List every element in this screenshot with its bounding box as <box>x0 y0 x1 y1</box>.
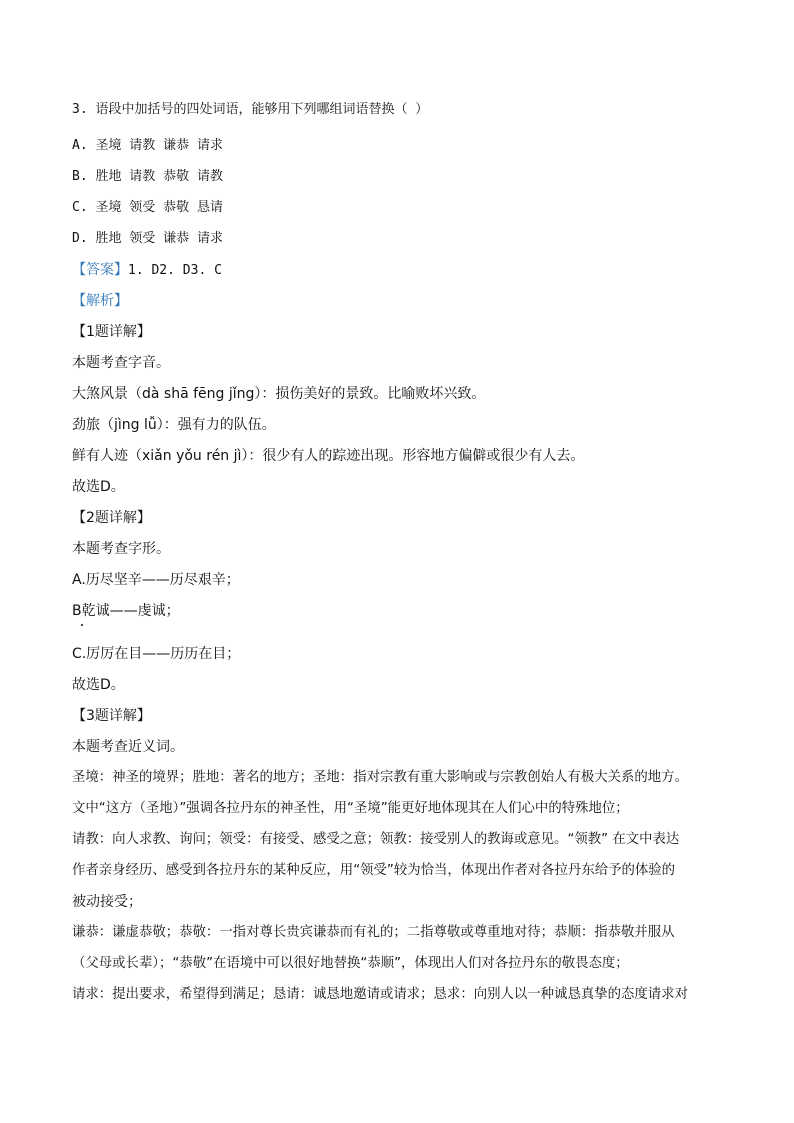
q3-line: 圣境：神圣的境界；胜地：著名的地方；圣地：指对宗教有重大影响或与宗教创始人有极大关系的地方。 <box>72 770 688 785</box>
q3-line: 作者亲身经历、感受到各拉丹东的某种反应，用“领受”较为恰当，体现出作者对各拉丹东给予的体验的 <box>72 863 676 878</box>
q1-line: 故选D。 <box>72 479 125 495</box>
q3-line: 被动接受； <box>72 894 142 910</box>
q3-heading: 【3题详解】 <box>72 708 151 724</box>
option-d: D. 胜地 领受 谦恭 请求 <box>72 231 223 246</box>
q1-heading: 【1题详解】 <box>72 324 151 340</box>
q2-line: 本题考查字形。 <box>72 541 170 557</box>
answer-text: 1. D2. D3. C <box>128 263 222 278</box>
q1-line: 鲜有人迹（xiǎn yǒu rén jì）：很少有人的踪迹出现。形容地方偏僻或很少有人去。 <box>72 448 585 464</box>
answer-tag: 【答案】 <box>72 262 128 278</box>
q3-line: 文中“这方（圣地）”强调各拉丹东的神圣性，用“圣境”能更好地体现其在人们心中的特殊地位； <box>72 801 629 816</box>
q1-line: 本题考查字音。 <box>72 355 170 371</box>
q1-line: 劲旅（jìng lǚ）：强有力的队伍。 <box>72 417 276 433</box>
q3-line: 本题考查近义词。 <box>72 739 184 755</box>
q2-line: B乾诚——虔诚； <box>72 603 180 619</box>
q2-heading: 【2题详解】 <box>72 510 151 526</box>
answer-line <box>72 261 222 279</box>
analysis-tag: 【解析】 <box>72 293 128 309</box>
q2-line: 故选D。 <box>72 677 125 693</box>
q3-line: 请求：提出要求，希望得到满足；恳请：诚恳地邀请或请求；恳求：向别人以一种诚恳真挚的态度请求对 <box>72 987 688 1002</box>
option-c: C. 圣境 领受 恭敬 恳请 <box>72 200 223 215</box>
q2-line: A.历尽坚辛——历尽艰辛； <box>72 572 240 588</box>
emphasis-dot <box>81 624 83 626</box>
option-a: A. 圣境 请教 谦恭 请求 <box>72 138 223 153</box>
question3-stem: 3. 语段中加括号的四处词语，能够用下列哪组词语替换（ ） <box>72 102 429 117</box>
q3-line: （父母或长辈）；“恭敬”在语境中可以很好地替换“恭顺”，体现出人们对各拉丹东的敬畏态度； <box>72 956 629 971</box>
q3-line: 谦恭：谦虚恭敬；恭敬：一指对尊长贵宾谦恭而有礼的；二指尊敬或尊重地对待；恭顺：指恭敬并服从 <box>72 925 675 940</box>
option-b: B. 胜地 请教 恭敬 请教 <box>72 169 223 184</box>
q1-line: 大煞风景（dà shā fēng jǐng）：损伤美好的景致。比喻败坏兴致。 <box>72 386 486 402</box>
q3-line: 请教：向人求教、询问；领受：有接受、感受之意；领教：接受别人的教诲或意见。“领教” 在文中表达 <box>72 832 680 847</box>
q2-line: C.厉厉在目——历历在目； <box>72 646 241 662</box>
